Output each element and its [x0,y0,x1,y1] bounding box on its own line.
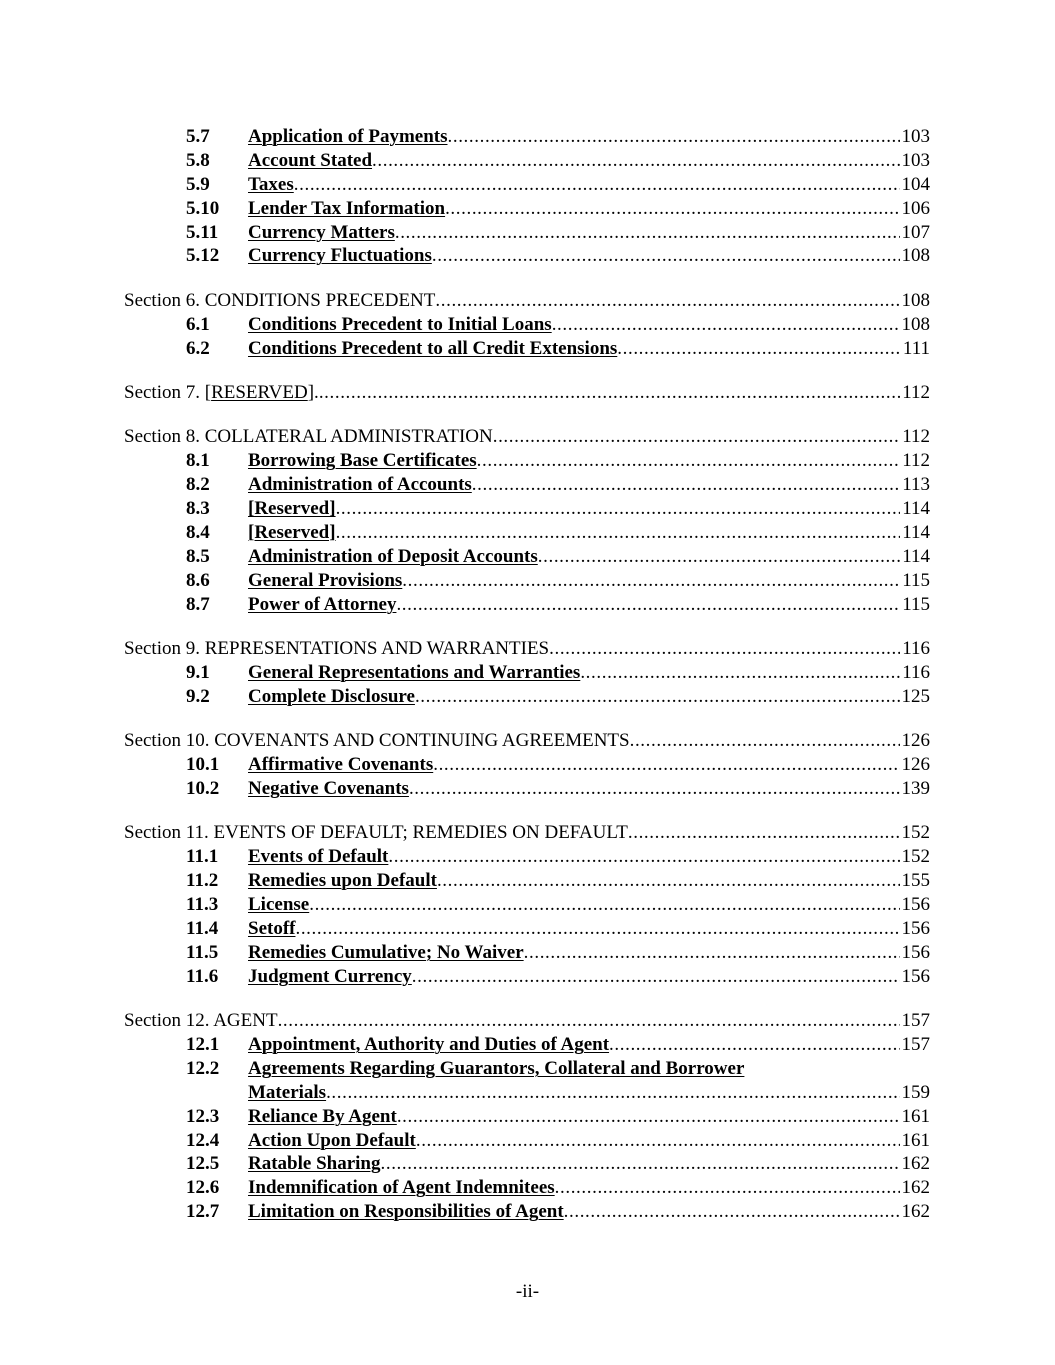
dot-leader [278,1009,900,1033]
dot-leader [630,729,900,753]
toc-entry-number: 11.2 [186,870,219,892]
toc-entry-page: 152 [901,846,930,868]
toc-entry-5-8[interactable] [124,149,930,173]
toc-entry-number: 11.5 [186,941,219,963]
toc-entry-page: 161 [901,1129,930,1151]
toc-entry-page: 108 [901,245,930,267]
toc-section-page: 108 [901,289,930,311]
dot-leader [472,473,900,497]
toc-entry-6-1[interactable] [124,313,930,337]
dot-leader [326,1081,899,1105]
toc-section-page: 126 [901,730,930,752]
toc-section-6[interactable] [124,289,930,313]
toc-group-section-9 [124,637,930,709]
toc-entry-number: 5.12 [186,245,220,267]
toc-section-page: 152 [901,822,930,844]
toc-entry-number: 11.4 [186,917,219,939]
toc-section-title: Section 10. COVENANTS AND CONTINUING AGREEMENTS [124,730,630,752]
toc-section-title: Section 12. AGENT [124,1010,278,1032]
toc-section-title-prefix: Section 7. [ [124,382,212,404]
dot-leader [397,1105,900,1129]
toc-entry-title-line1: Agreements Regarding Guarantors, Collateral and Borrower [248,1057,745,1079]
toc-entry-8-3[interactable] [124,497,930,521]
toc-entry-page: 103 [901,149,930,171]
toc-entry-title: Affirmative Covenants [248,754,434,776]
toc-entry-number: 10.2 [186,777,220,799]
toc-entry-page: 114 [902,498,930,520]
toc-entry-page: 115 [902,569,930,591]
toc-section-page: 112 [902,426,930,448]
toc-entry-title: Taxes [248,173,294,195]
toc-entry-page: 106 [901,197,930,219]
toc-entry-title: License [248,894,310,916]
toc-entry-title: Indemnification of Agent Indemnitees [248,1177,555,1199]
dot-leader [617,337,901,361]
toc-entry-title: General Representations and Warranties [248,661,581,683]
toc-section-12[interactable] [124,1009,930,1033]
dot-leader [396,593,900,617]
toc-entry-8-5[interactable] [124,545,930,569]
toc-entry-page: 104 [901,173,930,195]
toc-entry-page: 159 [901,1081,930,1103]
toc-entry-page: 157 [901,1034,930,1055]
dot-leader [319,381,900,405]
toc-entry-title: Account Stated [248,149,373,171]
toc-entry-number: 6.2 [186,337,210,359]
toc-entry-title: Negative Covenants [248,777,409,799]
toc-section-title: Section 6. CONDITIONS PRECEDENT [124,289,436,311]
toc-entry-number: 12.5 [186,1153,220,1175]
toc-entry-11-4[interactable] [124,917,930,941]
toc-entry-number: 9.2 [186,685,210,707]
toc-entry-page: 113 [902,474,930,496]
toc-entry-page: 162 [901,1201,930,1223]
toc-entry-title: Currency Matters [248,221,395,243]
toc-entry-11-3[interactable] [124,893,930,917]
toc-entry-12-7[interactable] [124,1200,930,1224]
toc-entry-number: 5.9 [186,173,210,195]
dot-leader [309,893,899,917]
dot-leader [555,1176,900,1200]
toc-entry-number: 9.1 [186,661,210,683]
toc-entry-5-10[interactable] [124,197,930,221]
dot-leader [628,821,900,845]
dot-leader [437,869,900,893]
dot-leader [294,173,900,197]
toc-group-section-10 [124,729,930,801]
toc-entry-5-12[interactable] [124,244,930,268]
toc-entry-page: 107 [901,221,930,243]
toc-group-section-11 [124,821,930,988]
dot-leader [336,497,901,521]
page-number-footer: -ii- [515,1281,540,1302]
toc-entry-number: 12.7 [186,1201,220,1223]
toc-entry-12-5[interactable] [124,1152,930,1176]
toc-section-10[interactable] [124,729,930,753]
dot-leader [580,661,900,685]
dot-leader [336,521,901,545]
table-of-contents [124,125,930,1245]
toc-entry-page: 111 [902,337,930,359]
dot-leader [395,221,900,245]
dot-leader [433,753,899,777]
toc-entry-number: 11.3 [186,894,219,916]
toc-entry-title: Power of Attorney [248,593,397,615]
toc-entry-10-1[interactable] [124,753,930,777]
toc-entry-number: 12.4 [186,1129,220,1151]
toc-entry-page: 156 [901,917,930,939]
dot-leader [415,685,900,709]
toc-entry-11-6[interactable] [124,965,930,989]
dot-leader [402,569,900,593]
toc-entry-title: Conditions Precedent to Initial Loans [248,313,552,335]
dot-leader [435,289,899,313]
toc-entry-title: Complete Disclosure [248,685,415,707]
toc-entry-12-4[interactable] [124,1129,930,1153]
toc-section-title [124,381,319,405]
toc-section-title: Section 11. EVENTS OF DEFAULT; REMEDIES ON DEFAULT [124,822,628,844]
toc-entry-number: 8.7 [186,593,210,615]
toc-entry-title: Remedies Cumulative; No Waiver [248,941,524,963]
toc-entry-number: 5.10 [186,197,220,219]
toc-entry-number: 8.4 [186,521,210,543]
toc-entry-page: 156 [901,965,930,987]
toc-entry-page: 162 [901,1177,930,1199]
toc-entry-title: General Provisions [248,569,403,591]
toc-entry-12-6[interactable] [124,1176,930,1200]
toc-section-9[interactable] [124,637,930,661]
toc-entry-page: 103 [901,126,930,147]
toc-section-page: 112 [902,382,930,404]
toc-section-title-suffix: ]. [307,382,319,404]
dot-leader [388,845,899,869]
toc-entry-number: 10.1 [186,754,220,776]
dot-leader [538,545,900,569]
toc-entry-12-1[interactable] [124,1033,930,1057]
toc-entry-12-2[interactable] [124,1057,930,1105]
toc-entry-number: 8.5 [186,545,210,567]
toc-entry-11-5[interactable] [124,941,930,965]
toc-entry-12-3[interactable] [124,1105,930,1129]
toc-entry-title: Reliance By Agent [248,1105,397,1127]
dot-leader [524,941,900,965]
toc-entry-page: 161 [901,1105,930,1127]
toc-entry-title: Lender Tax Information [248,197,446,219]
toc-entry-number: 5.8 [186,149,210,171]
toc-entry-9-2[interactable] [124,685,930,709]
toc-section-title: Section 8. COLLATERAL ADMINISTRATION [124,426,493,448]
toc-entry-10-2[interactable] [124,777,930,801]
toc-entry-title: Action Upon Default [248,1129,416,1151]
toc-section-title: Section 9. REPRESENTATIONS AND WARRANTIES [124,638,550,660]
toc-entry-number: 8.3 [186,498,210,520]
toc-entry-title: [Reserved] [248,521,336,543]
toc-entry-title: Events of Default [248,846,389,868]
toc-entry-number: 12.2 [186,1057,220,1079]
toc-section-page: 116 [902,638,930,660]
toc-entry-title: Administration of Accounts [248,474,472,496]
dot-leader [609,1033,899,1057]
toc-entry-5-7[interactable] [124,125,930,149]
toc-entry-number: 11.1 [186,846,219,868]
toc-entry-title: Administration of Deposit Accounts [248,545,538,567]
toc-group-section-12 [124,1009,930,1224]
dot-leader [493,425,900,449]
toc-section-11[interactable] [124,821,930,845]
toc-entry-title: Ratable Sharing [248,1153,381,1175]
toc-entry-9-1[interactable] [124,661,930,685]
toc-entry-page: 126 [901,754,930,776]
dot-leader [552,313,900,337]
toc-entry-number: 5.11 [186,221,219,243]
toc-entry-number: 8.1 [186,450,210,472]
toc-group-section-7 [124,381,930,405]
toc-entry-title: Borrowing Base Certificates [248,450,477,472]
dot-leader [412,965,900,989]
toc-entry-page: 162 [901,1153,930,1175]
toc-entry-8-1[interactable] [124,449,930,473]
toc-entry-8-7[interactable] [124,593,930,617]
toc-entry-page: 114 [902,521,930,543]
toc-entry-page: 116 [902,661,930,683]
toc-entry-page: 156 [901,941,930,963]
toc-group-section-8 [124,425,930,616]
toc-entry-title: Setoff [248,917,296,939]
toc-entry-page: 125 [901,685,930,707]
toc-entry-8-6[interactable] [124,569,930,593]
dot-leader [432,244,900,268]
dot-leader [372,149,899,173]
toc-entry-11-2[interactable] [124,869,930,893]
toc-entry-title-line2: Materials [248,1081,327,1103]
dot-leader [549,637,900,661]
toc-entry-title: Currency Fluctuations [248,245,432,267]
toc-entry-number: 6.1 [186,313,210,335]
toc-entry-title: Conditions Precedent to all Credit Extensions [248,337,618,359]
toc-entry-title: Appointment, Authority and Duties of Agent [248,1034,610,1055]
toc-entry-5-9[interactable] [124,173,930,197]
toc-entry-title: Application of Payments [248,126,448,147]
toc-entry-5-11[interactable] [124,221,930,245]
toc-section-page: 157 [901,1010,930,1032]
toc-entry-page: 112 [902,450,930,472]
toc-entry-11-1[interactable] [124,845,930,869]
toc-entry-page: 156 [901,894,930,916]
toc-entry-page: 139 [901,777,930,799]
toc-entry-number: 12.6 [186,1177,220,1199]
dot-leader [564,1200,900,1224]
toc-entry-number: 12.3 [186,1105,220,1127]
toc-entry-page: 115 [902,593,930,615]
toc-entry-title: [Reserved] [248,498,336,520]
dot-leader [381,1152,900,1176]
toc-entry-title: Remedies upon Default [248,870,437,892]
toc-entry-8-2[interactable] [124,473,930,497]
toc-entry-number: 12.1 [186,1034,220,1055]
toc-section-title-reserved: RESERVED [211,382,308,404]
toc-section-8[interactable] [124,425,930,449]
dot-leader [295,917,899,941]
toc-entry-page: 155 [901,870,930,892]
toc-entry-page: 108 [901,313,930,335]
toc-entry-title: Judgment Currency [248,965,412,987]
dot-leader [409,777,900,801]
dot-leader [477,449,901,473]
toc-entry-number: 8.6 [186,569,210,591]
toc-entry-8-4[interactable] [124,521,930,545]
toc-section-7[interactable] [124,381,930,405]
dot-leader [448,125,900,149]
toc-entry-6-2[interactable] [124,337,930,361]
toc-group-section-6 [124,289,930,361]
toc-entry-page: 114 [902,545,930,567]
toc-entry-number: 5.7 [186,126,210,147]
toc-entry-number: 11.6 [186,965,219,987]
toc-entry-title: Limitation on Responsibilities of Agent [248,1201,564,1223]
dot-leader [416,1129,900,1153]
toc-group-section-5 [124,125,930,268]
dot-leader [445,197,899,221]
toc-entry-number: 8.2 [186,474,210,496]
